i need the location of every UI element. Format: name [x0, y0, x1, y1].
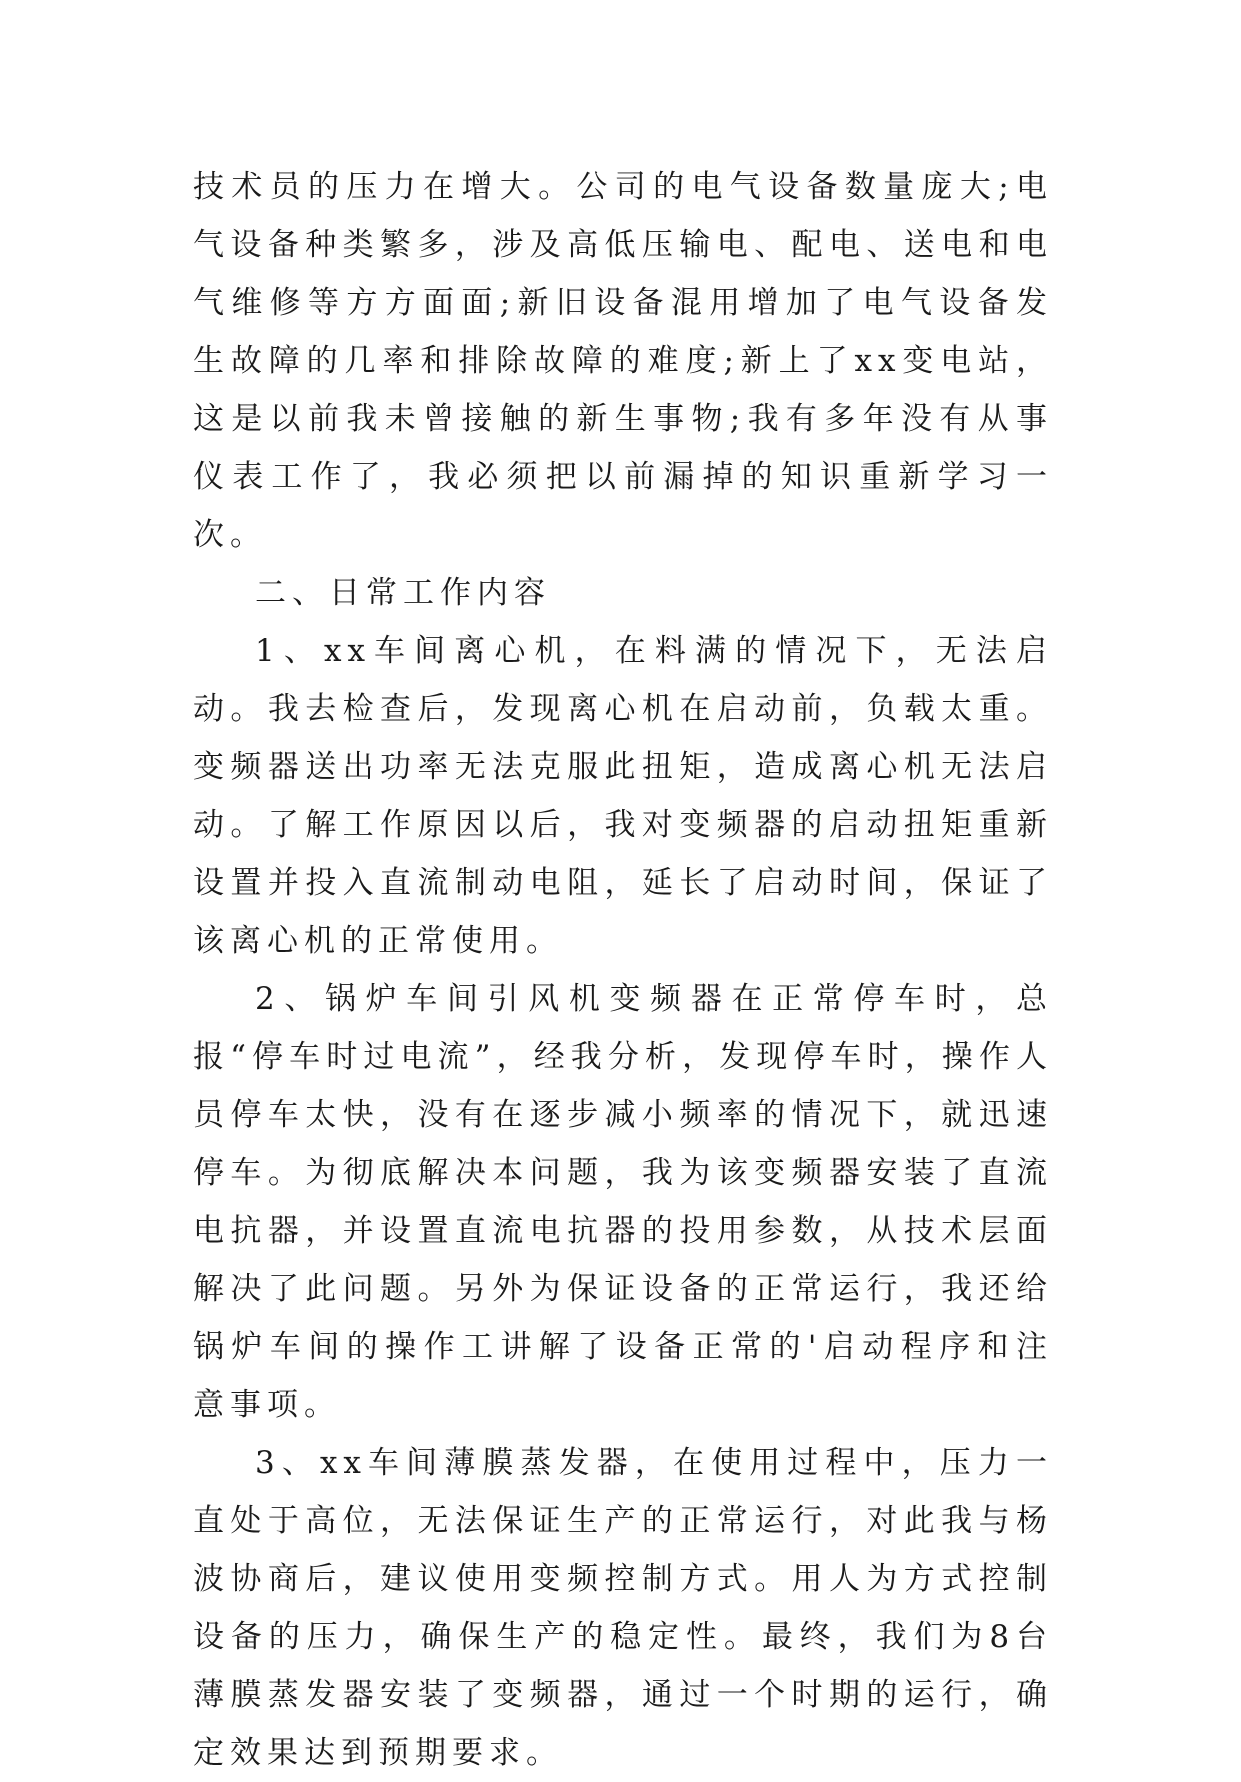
paragraph-item-2: 2、锅炉车间引风机变频器在正常停车时，总报“停车时过电流”，经我分析，发现停车时，操作人员停车太快，没有在逐步减小频率的情况下，就迅速停车。为彻底解决本问题，我为该变频器安装了直流电抗器，并设置直流电抗器的投用参数，从技术层面解决了此问题。另外为保证设备的正常运行，我还给锅炉车间的操作工讲解了设备正常的'启动程序和注意事项。: [193, 981, 1053, 1423]
paragraph-intro-continued: 技术员的压力在增大。公司的电气设备数量庞大;电气设备种类繁多，涉及高低压输电、配电、送电和电气维修等方方面面;新旧设备混用增加了电气设备发生故障的几率和排除故障的难度;新上了xx变电站，这是以前我未曾接触的新生事物;我有多年没有从事仪表工作了，我必须把以前漏掉的知识重新学习一次。: [193, 169, 1053, 553]
paragraph-item-1: 1、xx车间离心机，在料满的情况下，无法启动。我去检查后，发现离心机在启动前，负载太重。变频器送出功率无法克服此扭矩，造成离心机无法启动。了解工作原因以后，我对变频器的启动扭矩重新设置并投入直流制动电阻，延长了启动时间，保证了该离心机的正常使用。: [193, 633, 1053, 959]
section-heading-daily-work: 二、日常工作内容: [255, 575, 551, 611]
document-body: [193, 158, 1053, 1782]
paragraph-item-3: 3、xx车间薄膜蒸发器，在使用过程中，压力一直处于高位，无法保证生产的正常运行，对此我与杨波协商后，建议使用变频控制方式。用人为方式控制设备的压力，确保生产的稳定性。最终，我们为8台薄膜蒸发器安装了变频器，通过一个时期的运行，确定效果达到预期要求。: [193, 1445, 1053, 1771]
